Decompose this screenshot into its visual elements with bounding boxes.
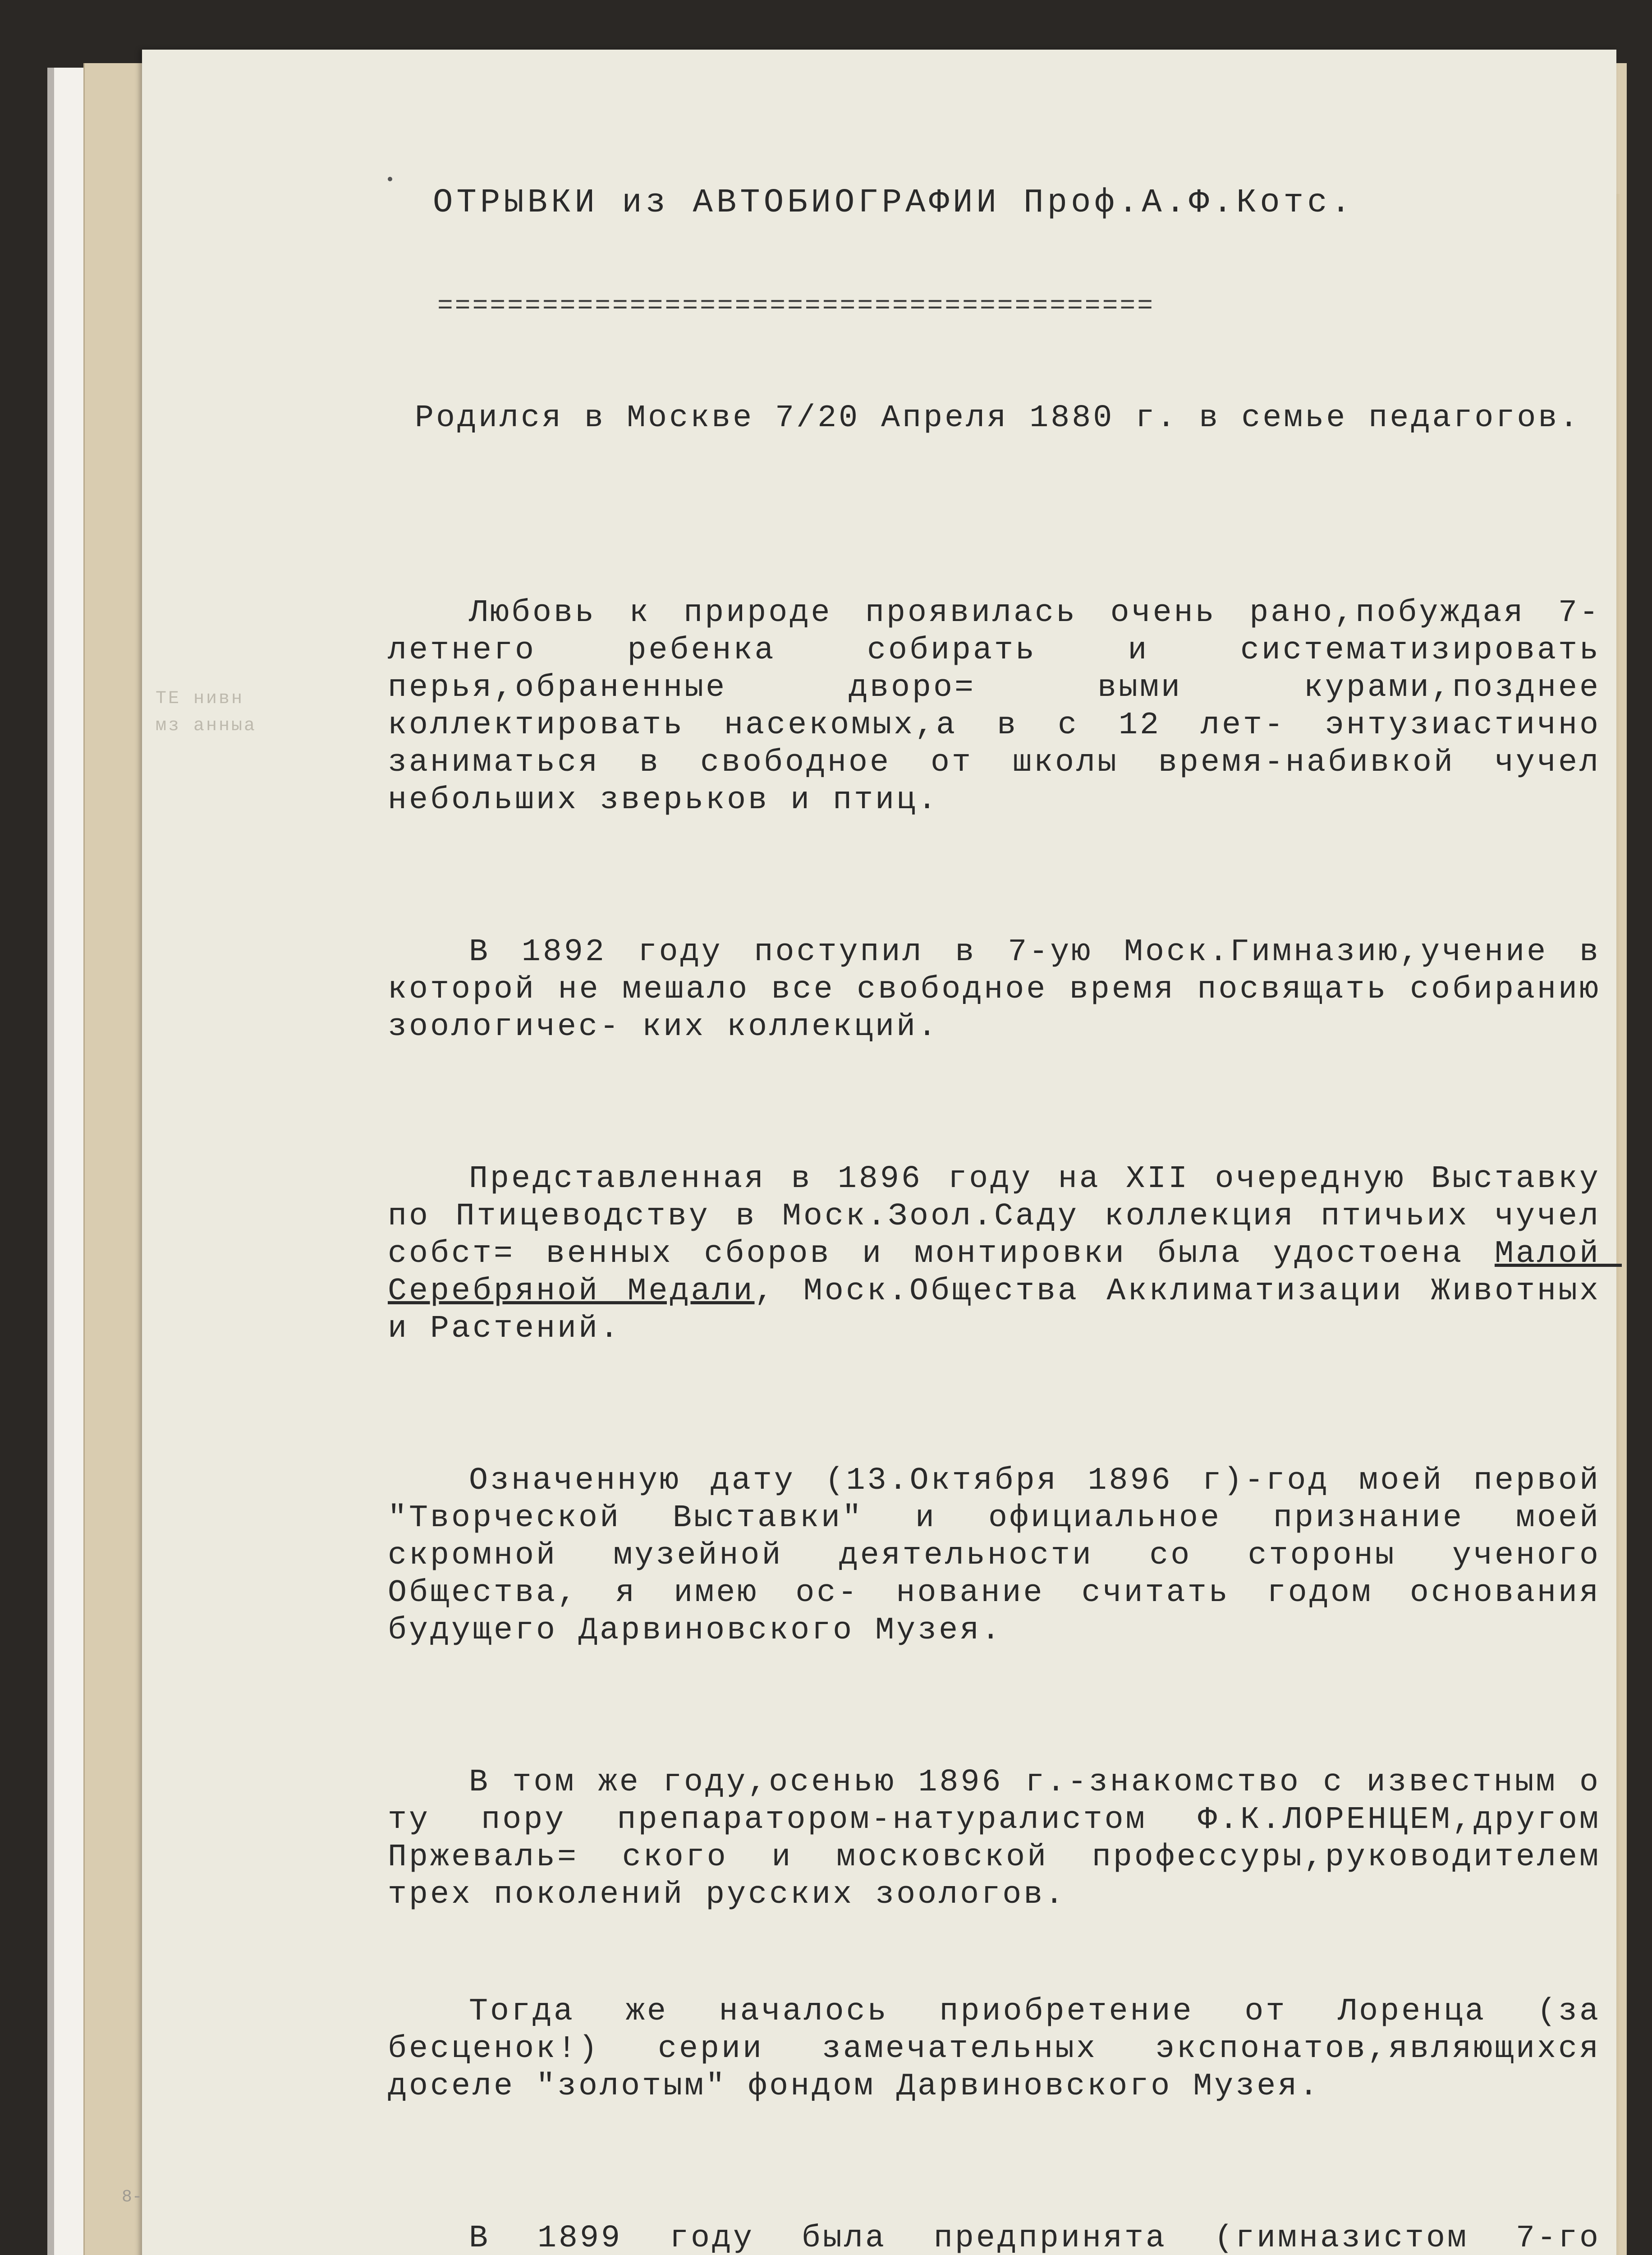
medal-underline: Малой Серебряной Медали bbox=[388, 1236, 1622, 1309]
scale-mark: 8- bbox=[122, 2187, 142, 2207]
paragraph-founding-date: Означенную дату (13.Октября 1896 г)-год моей первой "Творческой Выставки" и официальное признание моей скромной музейной деятельности со стороны ученого Общества, я имею ос- нование считать годом основания будущего Дарвиновского Музея. bbox=[388, 1463, 1622, 1648]
paragraph-siberia: В 1899 году была предпринята (гимназистом 7-го bbox=[469, 2221, 1601, 2255]
document-body bbox=[388, 108, 1622, 2255]
bleed-through-marks: ТЕ нивн мз анныа bbox=[156, 689, 257, 736]
document-title: ОТРЫВКИ из АВТОБИОГРАФИИ Проф.А.Ф.Котс. bbox=[433, 184, 1354, 222]
paragraph-lorenz: В том же году,осенью 1896 г.-знакомство с известным о ту пору препаратором-натуралистом Ф.К.ЛОРЕНЦЕМ,другом Пржеваль= ского и московской профессуры,руководителем трех поколений русских зоологов. bbox=[388, 1765, 1622, 1913]
paragraph-childhood: Любовь к природе проявилась очень рано,побуждая 7-летнего ребенка собирать и систематизировать перья,обраненные дворо= выми курами,позднее коллектировать насекомых,а в с 12 лет- энтузиастично заниматься в свободное от школы время-набивкой чучел небольших зверьков и птиц. bbox=[388, 595, 1622, 818]
birth-line: Родился в Москве 7/20 Апреля 1880 г. в семье педагогов. bbox=[415, 400, 1581, 436]
paragraph-lorenz-purchase: Тогда же началось приобретение от Лоренца (за бесценок!) серии замечательных экспонатов,являющихся доселе "золотым" фондом Дарвиновского Музея. bbox=[388, 1994, 1622, 2104]
paragraph-gymnasium: В 1892 году поступил в 7-ую Моск.Гимназию,учение в которой не мешало все свободное время посвящать собиранию зоологичес- ких коллекций. bbox=[388, 934, 1622, 1045]
paragraph-exhibition: Представленная в 1896 году на XII очередную Выставку по Птицеводству в Моск.Зоол.Саду коллекция птичьих чучел собст= венных сборов и монтировки была удостоена Малой Серебряной Медали, Моск.Общества Акклиматизации Животных и Растений. bbox=[388, 1161, 1622, 1347]
title-rule: ========================================= bbox=[437, 292, 1155, 321]
